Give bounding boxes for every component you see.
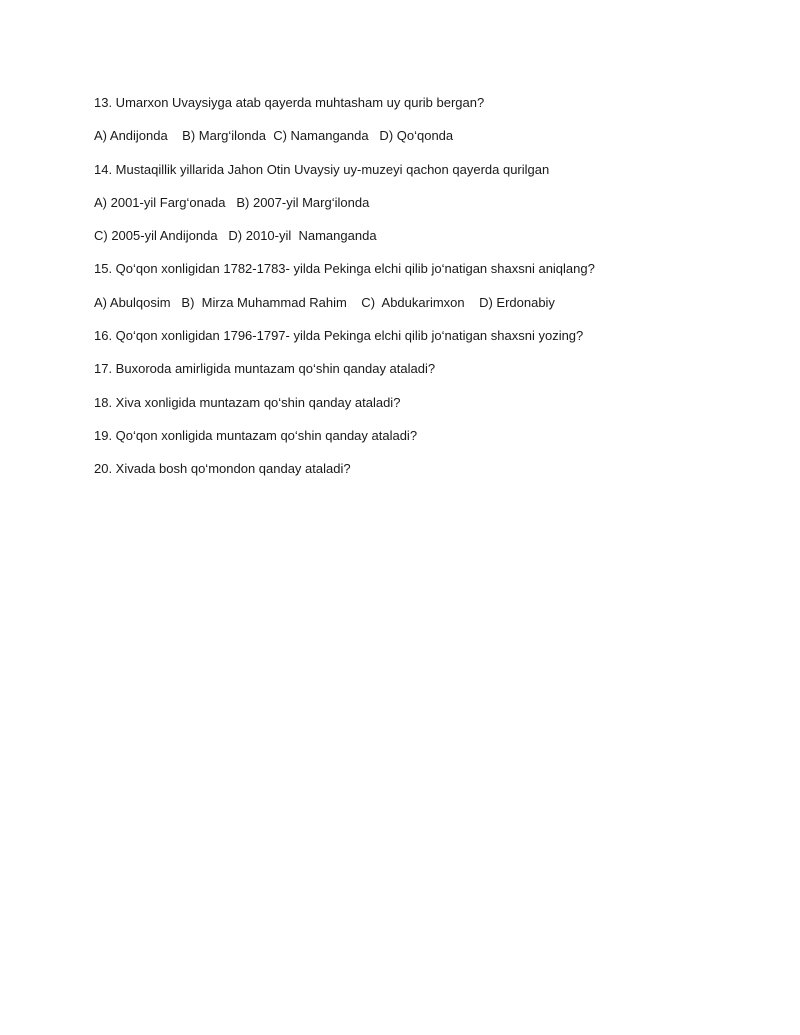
question-15-options: A) Abulqosim B) Mirza Muhammad Rahim C) Abdukarimxon D) Erdonabiy bbox=[94, 294, 555, 310]
question-13-options: A) Andijonda B) Marg‘ilonda C) Namanganda D) Qo‘qonda bbox=[94, 128, 454, 144]
question-17: 17. Buxoroda amirligida muntazam qo‘shin qanday ataladi? bbox=[94, 361, 436, 377]
question-15: 15. Qo‘qon xonligidan 1782-1783- yilda Pekinga elchi qilib jo‘natigan shaxsni aniqlang? bbox=[94, 261, 595, 277]
question-14-options-cd: C) 2005-yil Andijonda D) 2010-yil Namanganda bbox=[94, 228, 377, 244]
document-body bbox=[94, 94, 734, 494]
question-14: 14. Mustaqillik yillarida Jahon Otin Uvaysiy uy-muzeyi qachon qayerda qurilgan bbox=[94, 161, 550, 177]
question-13: 13. Umarxon Uvaysiyga atab qayerda muhtasham uy qurib bergan? bbox=[94, 95, 485, 110]
question-14-options-ab: A) 2001-yil Farg‘onada B) 2007-yil Marg‘ilonda bbox=[94, 194, 370, 210]
question-16: 16. Qo‘qon xonligidan 1796-1797- yilda Pekinga elchi qilib jo‘natigan shaxsni yozing? bbox=[94, 328, 584, 344]
question-19: 19. Qo‘qon xonligida muntazam qo‘shin qanday ataladi? bbox=[94, 427, 418, 443]
question-20: 20. Xivada bosh qo‘mondon qanday ataladi? bbox=[94, 461, 351, 477]
question-18: 18. Xiva xonligida muntazam qo‘shin qanday ataladi? bbox=[94, 394, 401, 410]
